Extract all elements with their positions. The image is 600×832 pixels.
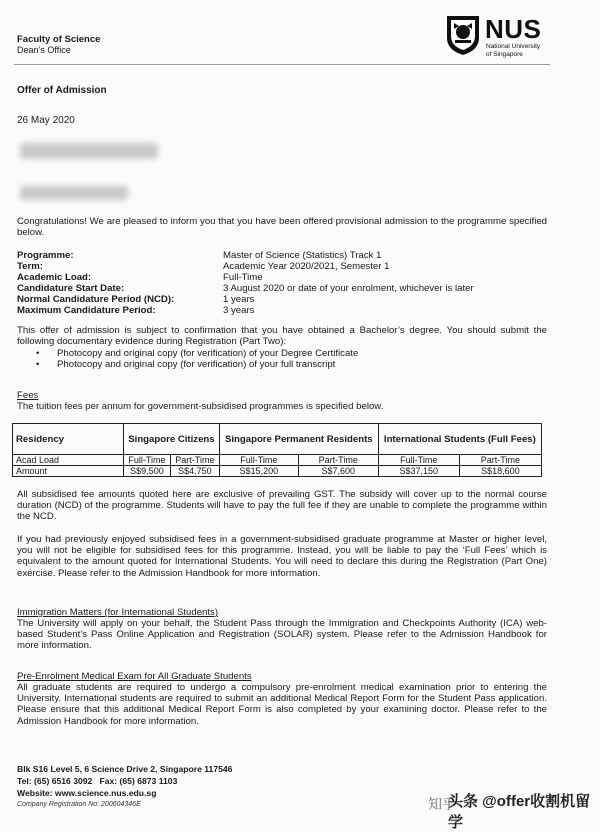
- fees-intro: The tuition fees per annum for government-subsidised programmes is specified below.: [17, 401, 384, 412]
- col-singapore-citizens: Singapore Citizens: [124, 424, 220, 455]
- footer-phone-fax: Tel: (65) 6516 3092 Fax: (65) 6873 1103: [17, 776, 178, 786]
- row-label-acad-load: Acad Load: [13, 455, 124, 466]
- nus-logo: [445, 12, 585, 64]
- cell-amount: S$4,750: [170, 466, 219, 477]
- header-divider: [14, 64, 550, 65]
- detail-label-term: Term:: [17, 261, 43, 272]
- bullet-icon: •: [36, 359, 40, 370]
- cell-load: Full-Time: [124, 455, 171, 466]
- logo-subtitle-line1: National University: [486, 43, 541, 50]
- congratulations-paragraph: Congratulations! We are pleased to inform you that you have been offered provisional admission to the programme specified below.: [17, 216, 547, 239]
- watermark-zhihu: 知乎: [428, 796, 456, 812]
- detail-label-ncd: Normal Candidature Period (NCD):: [17, 294, 175, 305]
- fees-heading: Fees: [17, 390, 39, 401]
- cell-load: Full-Time: [219, 455, 298, 466]
- detail-label-programme: Programme:: [17, 250, 74, 261]
- redacted-recipient-name: [20, 143, 158, 159]
- col-residency: Residency: [13, 424, 124, 455]
- cell-amount: S$7,600: [298, 466, 378, 477]
- detail-label-max-period: Maximum Candidature Period:: [17, 305, 156, 316]
- table-row: [13, 466, 542, 477]
- fees-header-row: [13, 424, 542, 455]
- footer-registration: Company Registration No: 200604346E: [17, 801, 141, 808]
- col-permanent-residents: Singapore Permanent Residents: [219, 424, 378, 455]
- cell-amount: S$15,200: [219, 466, 298, 477]
- detail-value-programme: Master of Science (Statistics) Track 1: [223, 250, 382, 261]
- medical-heading: Pre-Enrolment Medical Exam for All Graduate Students: [17, 671, 252, 682]
- detail-value-max-period: 3 years: [223, 305, 255, 316]
- logo-text: NUS: [485, 14, 542, 44]
- row-label-amount: Amount: [13, 466, 124, 477]
- redacted-salutation: [20, 186, 128, 200]
- fees-table: [12, 423, 542, 477]
- cell-amount: S$9,500: [124, 466, 171, 477]
- col-international-students: International Students (Full Fees): [378, 424, 541, 455]
- cell-load: Full-Time: [378, 455, 459, 466]
- requirement-item: Photocopy and original copy (for verification) of your full transcript: [57, 359, 336, 370]
- letter-title: Offer of Admission: [17, 85, 107, 96]
- bullet-icon: •: [36, 348, 40, 359]
- letter-date: 26 May 2020: [17, 115, 75, 126]
- medical-body: All graduate students are required to undergo a compulsory pre-enrolment medical examination prior to entering the University. International students are required to submit an additional Medical Report Form for the Student Pass application. Please ensure that this additional Medical Report Form is also completed by your examining doctor. Please refer to the Admission Handbook for more information.: [17, 682, 547, 727]
- cell-amount: S$18,600: [459, 466, 541, 477]
- nus-crest-icon: [445, 14, 481, 56]
- detail-value-term: Academic Year 2020/2021, Semester 1: [223, 261, 390, 272]
- cell-load: Part-Time: [298, 455, 378, 466]
- detail-value-start-date: 3 August 2020 or date of your enrolment, whichever is later: [223, 283, 474, 294]
- watermark-toutiao: 头条 @offer收割机留学: [448, 793, 591, 831]
- cell-load: Part-Time: [459, 455, 541, 466]
- immigration-body: The University will apply on your behalf, the Student Pass through the Immigration and Checkpoints Authority (ICA) web-based Student’s Pass Online Application and Registration (SOLAR) system. Please refer to the Admission Handbook for more information.: [17, 618, 547, 652]
- footer-website: Website: www.science.nus.edu.sg: [17, 788, 157, 798]
- requirement-item: Photocopy and original copy (for verification) of your Degree Certificate: [57, 348, 359, 359]
- office-name: Dean’s Office: [17, 45, 71, 55]
- logo-subtitle-line2: of Singapore: [486, 51, 523, 58]
- cell-load: Part-Time: [170, 455, 219, 466]
- faculty-name: Faculty of Science: [17, 34, 101, 45]
- detail-label-start-date: Candidature Start Date:: [17, 283, 125, 294]
- condition-paragraph: This offer of admission is subject to confirmation that you have obtained a Bachelor’s degree. You should submit the following documentary evidence during Registration (Part Two):: [17, 325, 547, 348]
- detail-value-academic-load: Full-Time: [223, 272, 263, 283]
- gst-note: All subsidised fee amounts quoted here are exclusive of prevailing GST. The subsidy will cover up to the normal course duration (NCD) of the programme. Students will have to pay the full fee if they are unable to complete the programme within the NCD.: [17, 489, 547, 523]
- cell-amount: S$37,150: [378, 466, 459, 477]
- immigration-heading: Immigration Matters (for International Students): [17, 607, 219, 618]
- prior-subsidy-note: If you had previously enjoyed subsidised fees in a government-subsidised graduate programme at Master or higher level, you will not be eligible for subsidised fees for this programme. Instead, you will be liable to pay the ‘Full Fees’ which is equivalent to the amount quoted for International Students. You will need to declare this during the Registration (Part One) exercise. Please refer to the Admission Handbook for more information.: [17, 534, 547, 579]
- detail-label-academic-load: Academic Load:: [17, 272, 92, 283]
- detail-value-ncd: 1 years: [223, 294, 255, 305]
- table-row: [13, 455, 542, 466]
- footer-address: Blk S16 Level 5, 6 Science Drive 2, Singapore 117546: [17, 764, 233, 774]
